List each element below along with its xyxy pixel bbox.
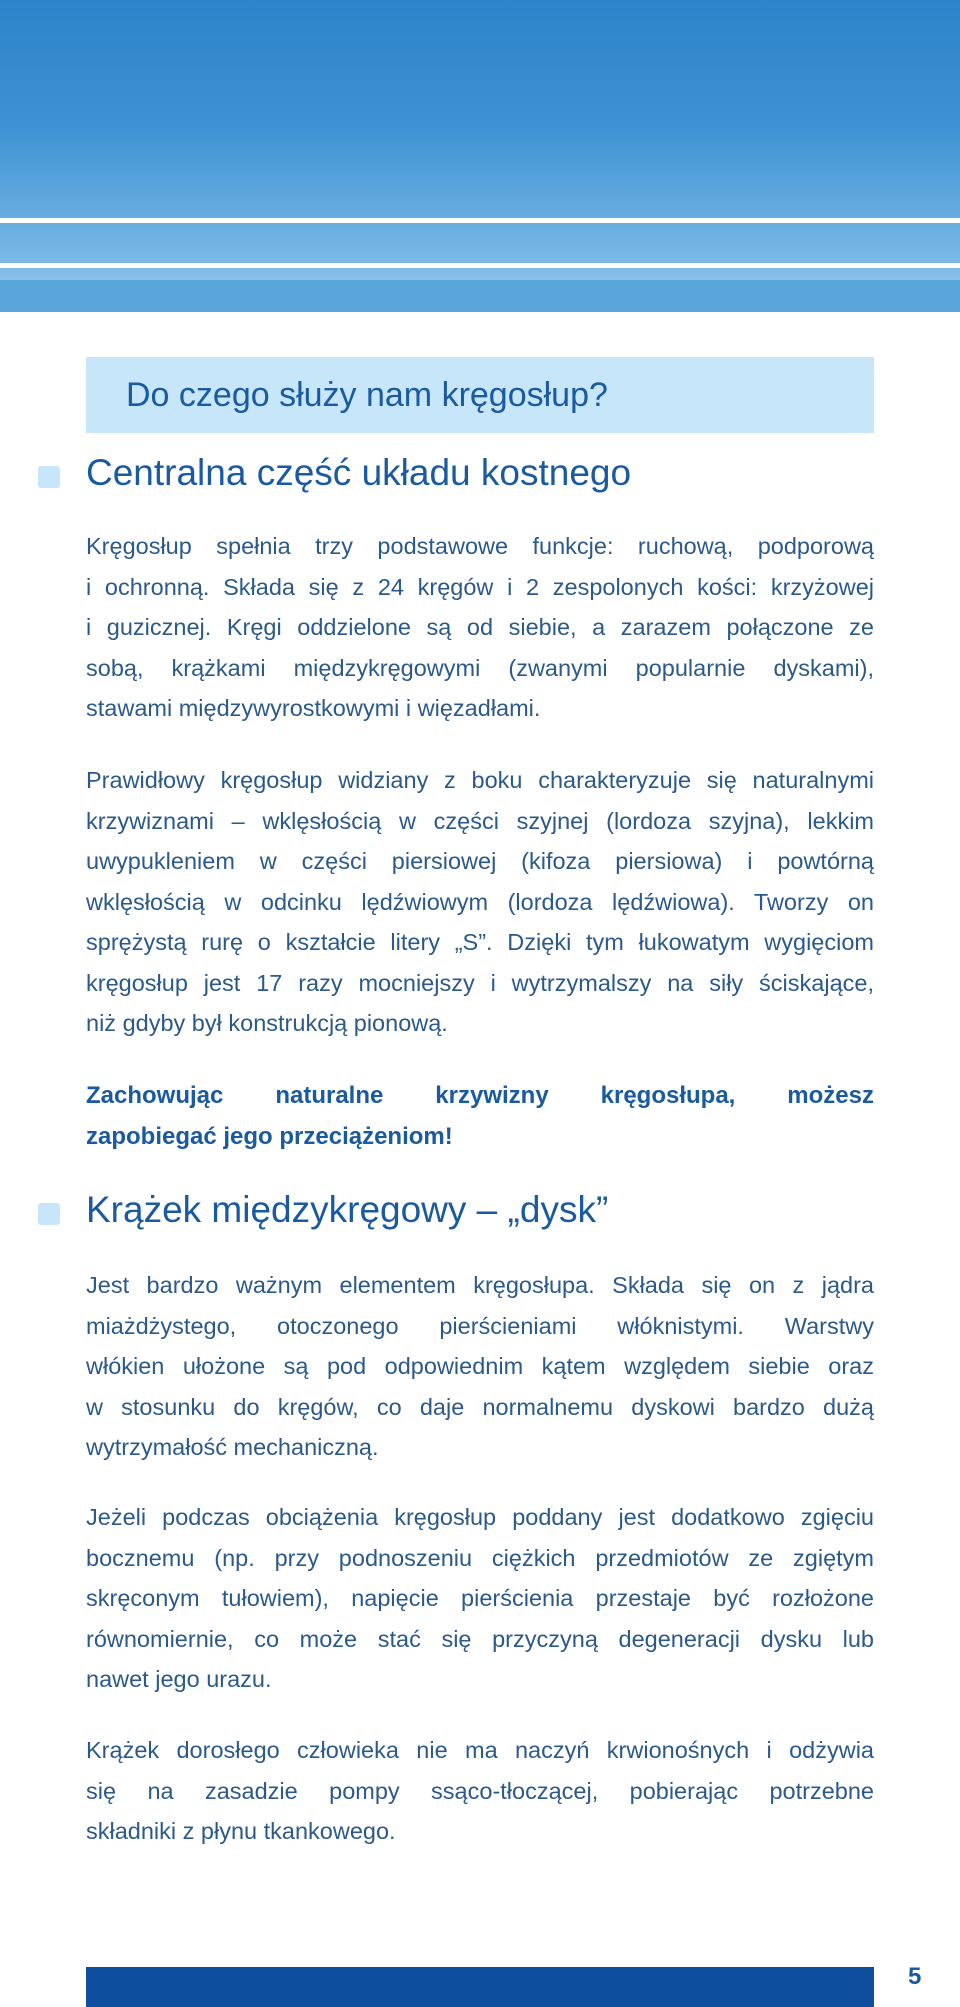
text-line: sobą, krążkami międzykręgowymi (zwanymi popularnie dyskami), xyxy=(86,654,874,681)
text-line: nawet jego urazu. xyxy=(86,1666,272,1692)
text-line: i ochronną. Składa się z 24 kręgów i 2 zespolonych kości: krzyżowej xyxy=(86,573,874,600)
bullet-square-icon xyxy=(38,466,60,488)
text-line: równomiernie, co może stać się przyczyną degeneracji dysku lub xyxy=(86,1625,874,1652)
text-line: bocznemu (np. przy podnoszeniu ciężkich przedmiotów ze zgiętym xyxy=(86,1544,874,1571)
text-line: uwypukleniem w części piersiowej (kifoza piersiowa) i powtórną xyxy=(86,848,874,874)
text-line: włókien ułożone są pod odpowiednim kątem względem siebie oraz xyxy=(86,1353,874,1379)
heading-disc: Krążek międzykręgowy – „dysk” xyxy=(86,1189,609,1230)
text-line: stawami międzywyrostkowymi i więzadłami. xyxy=(86,695,541,721)
paragraph-disc-load xyxy=(86,1497,874,1700)
text-line: i guzicznej. Kręgi oddzielone są od siebie, a zarazem połączone ze xyxy=(86,614,874,640)
text-line: składniki z płynu tkankowego. xyxy=(86,1818,396,1844)
emphasis-text xyxy=(86,1076,874,1157)
text-line: zapobiegać jego przeciążeniom! xyxy=(86,1122,453,1150)
text-line: kręgosłup jest 17 razy mocniejszy i wytrzymalszy na siły ściskające, xyxy=(86,969,874,996)
text-line: Zachowując naturalne krzywizny kręgosłupa, możesz xyxy=(86,1082,874,1109)
text-line: miażdżystego, otoczonego pierścieniami włóknistymi. Warstwy xyxy=(86,1312,874,1339)
text-line: Krążek dorosłego człowieka nie ma naczyń krwionośnych i odżywia xyxy=(86,1737,874,1763)
paragraph-spine-curves xyxy=(86,760,874,1044)
section-title: Do czego służy nam kręgosłup? xyxy=(126,375,608,414)
header-stripe xyxy=(0,263,960,268)
text-line: krzywiznami – wklęsłością w części szyjnej (lordoza szyjna), lekkim xyxy=(86,807,874,834)
text-line: wytrzymałość mechaniczną. xyxy=(86,1434,379,1460)
text-line: w stosunku do kręgów, co daje normalnemu dyskowi bardzo dużą xyxy=(86,1393,874,1420)
text-line: Kręgosłup spełnia trzy podstawowe funkcje: ruchową, podporową xyxy=(86,533,874,559)
paragraph-disc-nutrition xyxy=(86,1730,874,1852)
text-line: Prawidłowy kręgosłup widziany z boku charakteryzuje się naturalnymi xyxy=(86,767,874,793)
text-line: się na zasadzie pompy ssąco-tłoczącej, pobierając potrzebne xyxy=(86,1777,874,1804)
header-banner xyxy=(0,0,960,312)
text-line: sprężystą rurę o kształcie litery „S”. Dzięki tym łukowatym wygięciom xyxy=(86,929,874,955)
text-line: Jeżeli podczas obciążenia kręgosłup poddany jest dodatkowo zgięciu xyxy=(86,1504,874,1530)
text-line: skręconym tułowiem), napięcie pierścienia przestaje być rozłożone xyxy=(86,1585,874,1611)
heading-central-part: Centralna część układu kostnego xyxy=(86,452,632,493)
text-line: wklęsłością w odcinku lędźwiowym (lordoza lędźwiowa). Tworzy on xyxy=(86,888,874,915)
paragraph-disc-structure xyxy=(86,1265,874,1468)
bullet-square-icon xyxy=(38,1203,60,1225)
header-band-bottom xyxy=(0,280,960,312)
page-number: 5 xyxy=(908,1963,922,1990)
header-stripe xyxy=(0,218,960,223)
text-line: niż gdyby był konstrukcją pionową. xyxy=(86,1010,448,1036)
footer-bar xyxy=(86,1967,874,2007)
paragraph-spine-functions xyxy=(86,526,874,729)
section-title-box xyxy=(86,357,874,433)
text-line: Jest bardzo ważnym elementem kręgosłupa. Składa się on z jądra xyxy=(86,1272,874,1298)
